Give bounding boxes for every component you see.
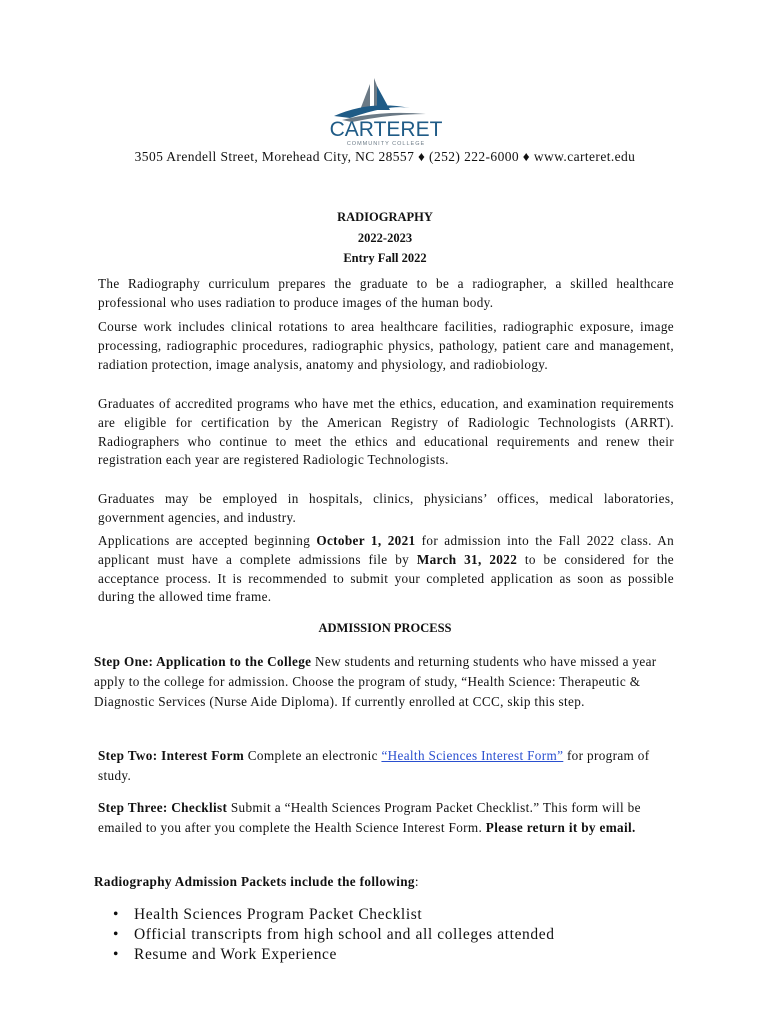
program-title: RADIOGRAPHY [337,210,433,224]
list-item: • Health Sciences Program Packet Checklist [134,905,754,925]
admission-heading: ADMISSION PROCESS [318,621,452,635]
step-two-label: Step Two: Interest Form [98,748,245,763]
logo-subtitle: COMMUNITY COLLEGE [346,141,426,147]
program-entry: Entry Fall 2022 [343,251,427,265]
step-three-label: Step Three: Checklist [98,800,228,815]
address-line: 3505 Arendell Street, Morehead City, NC 28557 ♦ (252) 222-6000 ♦ www.carteret.edu [134,149,636,164]
certification-paragraph: Graduates of accredited programs who have met the ethics, education, and examination requirements are eligible for certification by the American Registry of Radiologic Technologists (ARRT). Radiographers who continue to meet the ethics and educational requirements and renew their registration each year are registered Radiologic Technologists. [98,396,674,468]
logo-wordmark: CARTERET [330,118,442,141]
intro-paragraph: The Radiography curriculum prepares the graduate to be a radiographer, a skilled healthcare professional who uses radiation to produce images of the human body. [98,276,674,310]
packets-intro: Radiography Admission Packets include the following: [94,874,419,889]
packet-list [94,905,754,964]
college-logo [330,70,442,148]
applications-paragraph: Applications are accepted beginning October 1, 2021 for admission into the Fall 2022 class. An applicant must have a complete admissions file by March 31, 2022 to be considered for the acceptance process. It is recommended to submit your completed application as soon as possible during the allowed time frame. [98,533,675,605]
list-item: • Resume and Work Experience [134,945,754,965]
step-two: Step Two: Interest Form Complete an electronic “Health Sciences Interest Form” for program of study. [98,748,650,783]
deadline-date: March 31, 2022 [416,551,518,567]
sailboat-logo-icon [330,70,442,148]
program-years: 2022-2023 [357,231,413,245]
step-three: Step Three: Checklist Submit a “Health Sciences Program Packet Checklist.” This form will be emailed to you after you complete the Health Science Interest Form. Please return it by email. [98,800,641,835]
step-one-label: Step One: Application to the College [94,654,312,669]
open-date: October 1, 2021 [316,533,416,548]
list-item: • Official transcripts from high school and all colleges attended [134,925,754,945]
return-email-note: Please return it by email. [485,819,636,835]
coursework-paragraph: Course work includes clinical rotations to area healthcare facilities, radiographic exposure, image processing, radiographic procedures, radiographic physics, pathology, patient care and management, radiation protection, image analysis, anatomy and physiology, and radiobiology. [98,319,674,372]
interest-form-link[interactable]: “Health Sciences Interest Form” [381,748,564,763]
step-one: Step One: Application to the College New students and returning students who have missed a year apply to the college for admission. Choose the program of study, “Health Science: Therapeutic & Diagnostic Services (Nurse Aide Diploma). If currently enrolled at CCC, skip this step. [94,654,657,709]
employment-paragraph: Graduates may be employed in hospitals, clinics, physicians’ offices, medical laboratories, government agencies, and industry. [98,491,674,525]
